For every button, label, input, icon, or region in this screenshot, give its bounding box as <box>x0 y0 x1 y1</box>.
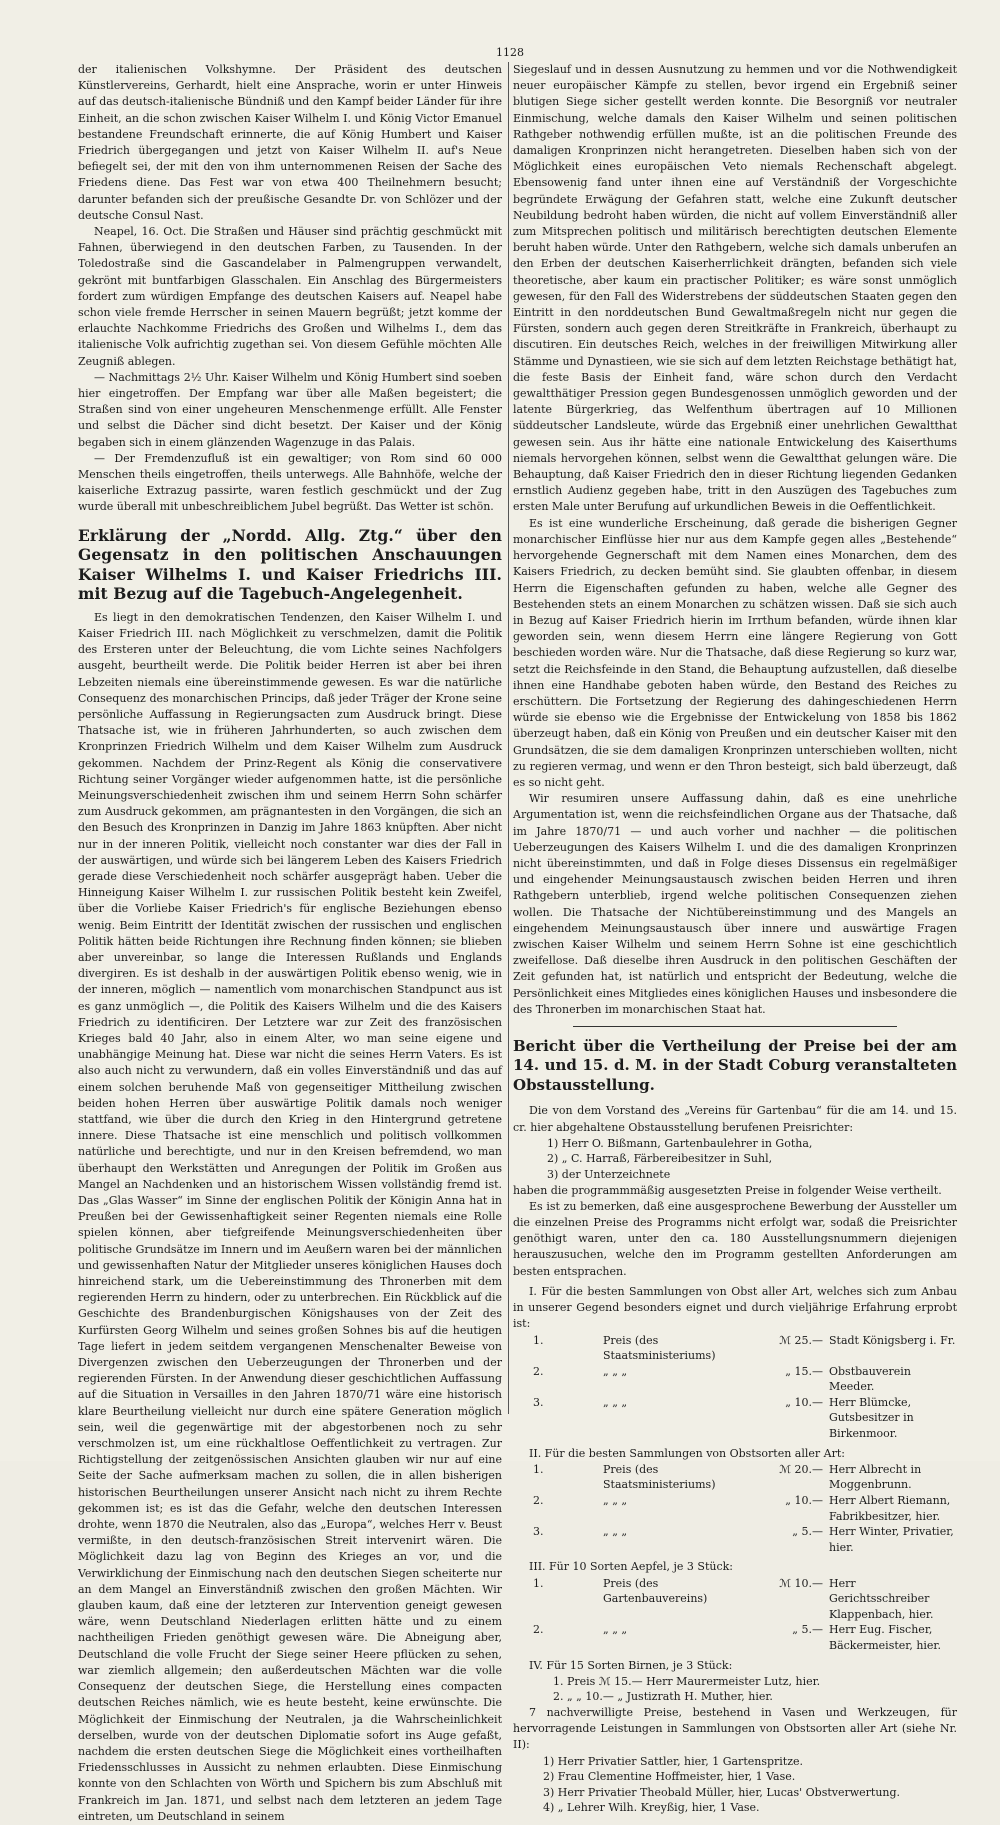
prize-row: 1. Preis (des Gartenbauvereins) ℳ 10.— Herr Gerichtsschreiber Klappenbach, hier. <box>533 1576 934 1621</box>
category-3: III. Für 10 Sorten Aepfel, je 3 Stück: <box>529 1560 733 1574</box>
judges-list <box>513 1136 957 1183</box>
extra-prizes-list <box>513 1754 957 1816</box>
extra-prize-item: 3) Herr Privatier Theobald Müller, hier, Lucas' Obstverwertung. <box>543 1785 901 1799</box>
extra-prize-item: 2) Frau Clementine Hoffmeister, hier, 1 Vase. <box>543 1770 796 1784</box>
section-divider <box>573 1026 897 1027</box>
paragraph-resumee: Wir resumiren unsere Auffassung dahin, daß es eine unehrliche Argumentation ist, wenn die reichsfeindlichen Organe aus der Thatsache, daß im Jahre 1870/71 — und auch vorher und nachher — die politischen Ueberzeugungen des Kaisers Wilhelm I. und die des damaligen Kronprinzen nicht übereinstimmten, und daß in Folge dieses Dissensus ein regelmäßiger und eingehender Meinungsaustausch zwischen beiden Herren und ihren Rathgebern unterblieb, irgend welche politischen Consequenzen ziehen wollen. Die Thatsache der Nichtübereinstimmung und des Mangels an eingehendem Meinungsaustausch über innere und auswärtige Fragen zwischen Kaiser Wilhelm und seinem Herrn Sohne ist eine geschichtlich zweifellose. Daß dieselbe ihren Ausdruck in den politischen Geschäften der Zeit gefunden hat, ist natürlich und entspricht der Bedeutung, welche die Persönlichkeit eines Mitgliedes eines königlichen Hauses und insbesondere die des Thronerben im monarchischen Staat hat. <box>513 792 957 1016</box>
paragraph-neapel: Neapel, 16. Oct. Die Straßen und Häuser sind prächtig geschmückt mit Fahnen, überwiegend in den deutschen Farben, zu Tausenden. In der Toledostraße sind die Gascandelaber in Palmengruppen verwandelt, gekrönt mit buntfarbigen Glasschalen. Ein Anschlag des Bürgermeisters fordert zum würdigen Empfange des deutschen Kaisers auf. Neapel habe schon viele fremde Herrscher in seinen Mauern begrüßt; jetzt komme der erlauchte Nachkomme Friedrichs des Großen und Wilhelms I., dem das italienische Volk aufrichtig zugethan sei. Von diesem Gefühle möchten Alle Zeugniß ablegen. <box>78 225 502 368</box>
right-column <box>513 62 957 1815</box>
prize-row: 3. „ „ „ „ 10.— Herr Blümcke, Gutsbesitzer in Birkenmoor. <box>533 1395 914 1441</box>
page-number: 1128 <box>496 46 524 59</box>
category-1: I. Für die besten Sammlungen von Obst aller Art, welches sich zum Anbau in unserer Gegend besonders eignet und durch vieljährige Erfahrung erprobt ist: <box>513 1284 957 1331</box>
article-body: Es liegt in den demokratischen Tendenzen, den Kaiser Wilhelm I. und Kaiser Friedrich III. nach Möglichkeit zu verschmelzen, damit die Politik des Ersteren unter der Beleuchtung, die vom Lichte seines Nachfolgers ausgeht, beurtheilt werde. Die Politik beider Herren ist aber bei ihren Lebzeiten niemals eine übereinstimmende gewesen. Es war die natürliche Consequenz des monarchischen Princips, daß jeder Träger der Krone seine persönliche Auffassung in Regierungsacten zum Ausdruck bringt. Diese Thatsache ist, wie in früheren Jahrhunderten, so auch zwischen dem Kronprinzen Friedrich Wilhelm und dem Kaiser Wilhelm zum Ausdruck gekommen. Nachdem der Prinz-Regent als König die conservativere Richtung seiner Vorgänger wieder aufgenommen hatte, ist die persönliche Meinungsverschiedenheit zwischen ihm und seinem Herrn Sohn schärfer zum Ausdruck gekommen, am prägnantesten in den Vorgängen, die sich an den Besuch des Kronprinzen in Danzig im Jahre 1863 knüpften. Aber nicht nur in der inneren Politik, vielleicht noch constanter war dies der Fall in der auswärtigen, und würde sich bei längerem Leben des Kaisers Friedrich gerade diese Verschiedenheit noch schärfer ausgeprägt haben. Ueber die Hinneigung Kaiser Wilhelm I. zur russischen Politik besteht kein Zweifel, über die Vorliebe Kaiser Friedrich's für englische Beziehungen ebenso wenig. Beim Eintritt der Identität zwischen der russischen und englischen Politik hätten beide Richtungen ihre Rechnung finden können; sie blieben aber unvereinbar, so lange die Interessen Rußlands und Englands divergiren. Es ist deshalb in der auswärtigen Politik ebenso wenig, wie in der inneren, möglich — namentlich vom monarchischen Standpunct aus ist es ganz unmöglich —, die Politik des Kaisers Wilhelm und die des Kaisers Friedrich zu identificiren. Der Letztere war zur Zeit des französischen Krieges bald 40 Jahr, also in einem Alter, wo man seine eigene und unabhängige Meinung hat. Diese war nicht die seines Herrn Vaters. Es ist also auch nicht zu verwundern, daß ein volles Einverständniß und das auf einem solchen beruhende Maß von gegenseitiger Mittheilung zwischen beiden hohen Herren über auswärtige Politik damals noch weniger stattfand, wie über die durch den Krieg in den Hintergrund getretene innere. Diese Thatsache ist eine menschlich und politisch vollkommen natürliche und berechtigte, und nur in den Kreisen befremdend, wo man überhaupt den Werkstätten und Anregungen der Politik im Großen aus Mangel an Nachdenken und an historischem Wissen vollständig fremd ist. Das „Glas Wasser“ im Sinne der englischen Politik der Königin Anna hat in Preußen bei der Gewissenhaftigkeit seiner Regenten niemals eine Rolle spielen können, aber tiefgreifende Meinungsverschiedenheiten über politische Grundsätze im Innern und im Aeußern waren bei der männlichen und gewissenhaften Natur der Mitglieder unseres königlichen Hauses doch hinreichend stark, um die Uebereinstimmung des Thronerben mit dem regierenden Herrn zu hindern, oder zu unterbrechen. Ein Rückblick auf die Geschichte des Brandenburgischen Königshauses von der Zeit des Kurfürsten Georg Wilhelm und seines großen Sohnes bis auf die heutigen Tage liefert in jedem seitdem vergangenen Menschenalter Beweise von Divergenzen zwischen den Ueberzeugungen der Thronerben und der regierenden Fürsten. In der Anwendung dieser geschichtlichen Auffassung auf die Situation in Versailles in den Jahren 1870/71 wäre eine historisch klare Beurtheilung vielleicht nur durch eine spätere Generation möglich sein, weil die gegenwärtige mit der abgestorbenen noch zu sehr verschmolzen ist, um eine rückhaltlose Oeffentlichkeit zu vertragen. Zur Richtigstellung der zeitgenössischen Ansichten glauben wir nur auf eine Seite der Sache aufmerksam machen zu sollen, die in allen bisherigen historischen Beurtheilungen unserer Ansicht nach nicht zu ihrem Rechte gekommen ist; es ist das die Gefahr, welche den deutschen Interessen drohte, wenn 1870 die Neutralen, also das „Europa“, welches Herr v. Beust vermißte, in den deutsch-französischen Streit intervenirt wären. Die Möglichkeit dazu lag von Beginn des Krieges an vor, und die Verwirklichung der Einmischung nach den deutschen Siegen scheiterte nur an dem Mangel an Einverständniß zwischen den großen Mächten. Wir glauben kaum, daß eine der letzteren zur Intervention geneigt gewesen wäre, wenn Deutschland Niederlagen erlitten hätte und zu einem nachtheiligen Frieden genöthigt gewesen wäre. Die Abneigung aber, Deutschland die volle Frucht der Siege seiner Heere pflücken zu sehen, war ziemlich allgemein; den außerdeutschen Mächten war die volle Consequenz der deutschen Siege, die Herstellung eines compacten deutschen Reiches nämlich, wie es heute besteht, keine erwünschte. Die Möglichkeit der Einmischung der Neutralen, ja die Wahrscheinlichkeit derselben, wurde von der deutschen Diplomatie sofort ins Auge gefaßt, nachdem die ersten deutschen Siege die Möglichkeit eines vortheilhaften Friedensschlusses in Aussicht zu nehmen erlaubten. Diese Einmischung konnte von den Schlachten von Wörth und Spichern bis zum Abschluß mit Frankreich im Jan. 1871, und selbst nach dem letzteren an jedem Tage eintreten, um Deutschland in seinem <box>78 610 502 1823</box>
extra-prize-item: 1) Herr Privatier Sattler, hier, 1 Gartenspritze. <box>543 1754 804 1768</box>
category-2: II. Für die besten Sammlungen von Obstsorten aller Art: <box>529 1446 845 1460</box>
prize-row: 1. Preis (des Staatsministeriums) ℳ 20.— Herr Albrecht in Moggenbrunn. <box>533 1462 922 1492</box>
paragraph-vertheilt: haben die programmmäßig ausgesetzten Preise in folgender Weise vertheilt. <box>513 1183 942 1197</box>
prize-line: 1. Preis ℳ 15.— Herr Maurermeister Lutz, hier. <box>553 1674 821 1688</box>
judge-item: 2) „ C. Harraß, Färbereibesitzer in Suhl, <box>547 1152 773 1166</box>
prize-row: 2. „ „ „ „ 10.— Herr Albert Riemann, Fabrikbesitzer, hier. <box>533 1494 951 1523</box>
column-divider <box>508 62 509 1414</box>
prize-line: 2. „ „ 10.— „ Justizrath H. Muther, hier. <box>553 1690 773 1704</box>
left-column <box>78 62 502 1823</box>
article-continuation-right: Siegeslauf und in dessen Ausnutzung zu hemmen und vor die Nothwendigkeit neuer europäischer Kämpfe zu stellen, bevor irgend ein Ergebniß seiner blutigen Siege sicher gestellt werden konnte. Die Besorgniß vor neutraler Einmischung, welche damals den Kaiser Wilhelm und seinen politischen Rathgeber nothwendig erfüllen mußte, ist an die politischen Freunde des damaligen Kronprinzen nicht herangetreten. Dieselben haben sich von der Möglichkeit eines europäischen Veto niemals Rechenschaft abgelegt. Ebensowenig fand unter ihnen eine auf Verständniß der Vorgeschichte begründete Erwägung der Gefahren statt, welche eine Zukunft deutscher Neubildung bedroht haben würden, die nicht auf vollem Einverständniß aller zum Mitsprechen politisch und militärisch berechtigten deutschen Elemente beruht haben würde. Unter den Rathgebern, welche sich damals unberufen an den Erben der deutschen Kaiserherrlichkeit drängten, befanden sich viele theoretische, aber kaum ein practischer Politiker; es wäre sonst unmöglich gewesen, für den Fall des Widerstrebens der süddeutschen Staaten gegen den Eintritt in den norddeutschen Bund Gewaltmaßregeln nicht nur gegen die Fürsten, sondern auch gegen deren Streitkräfte in Frankreich, überhaupt zu discutiren. Ein deutsches Reich, welches in der freiwilligen Mitwirkung aller Stämme und Dynastieen, wie sie sich auf dem letzten Reichstage bethätigt hat, die feste Basis der Einheit fand, wäre schon durch den Verdacht gewaltthätiger Pression gegen Bundesgenossen unmöglich geworden und der latente Bürgerkrieg, das Welfenthum übertragen auf 10 Millionen süddeutscher Landsleute, würde das Ergebniß einer unehrlichen Gewaltthat gewesen sein. Aus ihr hätte eine nationale Entwickelung des Kaiserthums niemals hervorgehen können, selbst wenn die Gewaltthat gelungen wäre. Die Behauptung, daß Kaiser Friedrich den in dieser Richtung liegenden Gedanken ernstlich Audienz gegeben habe, tritt in den Auszügen des Tagebuches zum ersten Male unter Berufung auf urkundlichen Beweis in die Oeffentlichkeit. <box>513 63 957 514</box>
prize-row: 2. „ „ „ „ 15.— Obstbauverein Meeder. <box>533 1364 911 1394</box>
paragraph-vorstand: Die von dem Vorstand des „Vereins für Gartenbau“ für die am 14. und 15. cr. hier abgehaltene Obstausstellung berufenen Preisrichter: <box>513 1104 957 1134</box>
judge-item: 1) Herr O. Bißmann, Gartenbaulehrer in Gotha, <box>547 1136 813 1150</box>
paragraph-bemerkung: Es ist zu bemerken, daß eine ausgesprochene Bewerbung der Aussteller um die einzelnen Preise des Programms nicht erfolgt war, sodaß die Preisrichter genöthigt waren, unter den ca. 180 Ausstellungsnummern diejenigen herauszusuchen, welche den im Programm gestellten Anforderungen am besten entsprachen. <box>513 1199 957 1278</box>
article-continuation: der italienischen Volkshymne. Der Präsident des deutschen Künstlervereins, Gerhardt, hielt eine Ansprache, worin er unter Hinweis auf das deutsch-italienische Bündniß und den Kampf beider Länder für ihre Einheit, an die schon zwischen Kaiser Wilhelm I. und König Victor Emanuel bestandene Freundschaft erinnerte, die auf König Humbert und Kaiser Friedrich übergegangen und jetzt von Kaiser Wilhelm II. auf's Neue befiegelt sei, der mit den von ihm unternommenen Reisen der Sache des Friedens diene. Das Fest war von etwa 400 Theilnehmern besucht; darunter befanden sich der preußische Gesandte Dr. von Schlözer und der deutsche Consul Nast. <box>78 63 502 222</box>
prize-row: 1. Preis (des Staatsministeriums) ℳ 25.— Stadt Königsberg i. Fr. <box>533 1333 956 1363</box>
report-heading: Bericht über die Vertheilung der Preise bei der am 14. und 15. d. M. in der Stadt Coburg veranstalteten Obstausstellung. <box>513 1036 957 1094</box>
paragraph-nachmittags: — Nachmittags 2½ Uhr. Kaiser Wilhelm und König Humbert sind soeben hier eingetroffen. Der Empfang war über alle Maßen begeistert; die Straßen sind von einer ungeheuren Menschenmenge erfüllt. Alle Fenster und selbst die Dächer sind dicht besetzt. Der Kaiser und der König begaben sich in einem glänzenden Wagenzuge in das Palais. <box>78 370 502 449</box>
paragraph-fremdenzufluss: — Der Fremdenzufluß ist ein gewaltiger; von Rom sind 60 000 Menschen theils eingetroffen, theils unterwegs. Alle Bahnhöfe, welche der kaiserliche Extrazug passirte, waren festlich geschmückt und der Zug wurde überall mit unbeschreiblichem Jubel begrüßt. Das Wetter ist schön. <box>78 451 502 514</box>
prize-row: 2. „ „ „ „ 5.— Herr Eug. Fischer, Bäckermeister, hier. <box>533 1623 941 1652</box>
paragraph-erscheinung: Es ist eine wunderliche Erscheinung, daß gerade die bisherigen Gegner monarchischer Einflüsse hier nur aus dem Kampfe gegen alles „Bestehende“ hervorgehende Gegnerschaft mit dem Namen eines Monarchen, dem des Kaisers Friedrich, zu decken bemüht sind. Sie glaubten offenbar, in diesem Herrn die Eigenschaften gefunden zu haben, welche alle Gegner des Bestehenden stets an einem Monarchen zu schätzen wissen. Daß sie sich auch in Bezug auf Kaiser Friedrich hierin im Irrthum befanden, würde ihnen klar geworden sein, wenn diesem Herrn eine längere Regierung von Gott beschieden worden wäre. Nur die Thatsache, daß diese Regierung so kurz war, setzt die Reichsfeinde in den Stand, die Behauptung aufzustellen, daß dieselbe ihnen eine Handhabe geboten haben würde, den Bestand des Reiches zu erschüttern. Die Fortsetzung der Regierung des dahingeschiedenen Herrn würde sie ebenso wie die Ergebnisse der Entwickelung von 1858 bis 1862 überzeugt haben, daß ein König von Preußen und ein deutscher Kaiser mit den Grundsätzen, die sie dem damaligen Kronprinzen unterschieben wollten, nicht zu regieren vermag, und wenn er den Thron besteigt, sich bald überzeugt, daß es so nicht geht. <box>513 516 957 789</box>
prize-row: 3. „ „ „ „ 5.— Herr Winter, Privatier, hier. <box>533 1525 954 1554</box>
paragraph-nachverwilligt: 7 nachverwilligte Preise, bestehend in Vasen und Werkzeugen, für hervorragende Leistungen in Sammlungen von Obstsorten aller Art (siehe Nr. II): <box>513 1705 957 1752</box>
category-4: IV. Für 15 Sorten Birnen, je 3 Stück: <box>529 1658 733 1672</box>
extra-prize-item: 4) „ Lehrer Wilh. Kreyßig, hier, 1 Vase. <box>543 1801 760 1815</box>
article-heading: Erklärung der „Nordd. Allg. Ztg.“ über den Gegensatz in den politischen Anschauungen Kaiser Wilhelms I. und Kaiser Friedrichs III. mit Bezug auf die Tagebuch-Angelegenheit. <box>78 525 502 604</box>
judge-item: 3) der Unterzeichnete <box>547 1168 671 1182</box>
